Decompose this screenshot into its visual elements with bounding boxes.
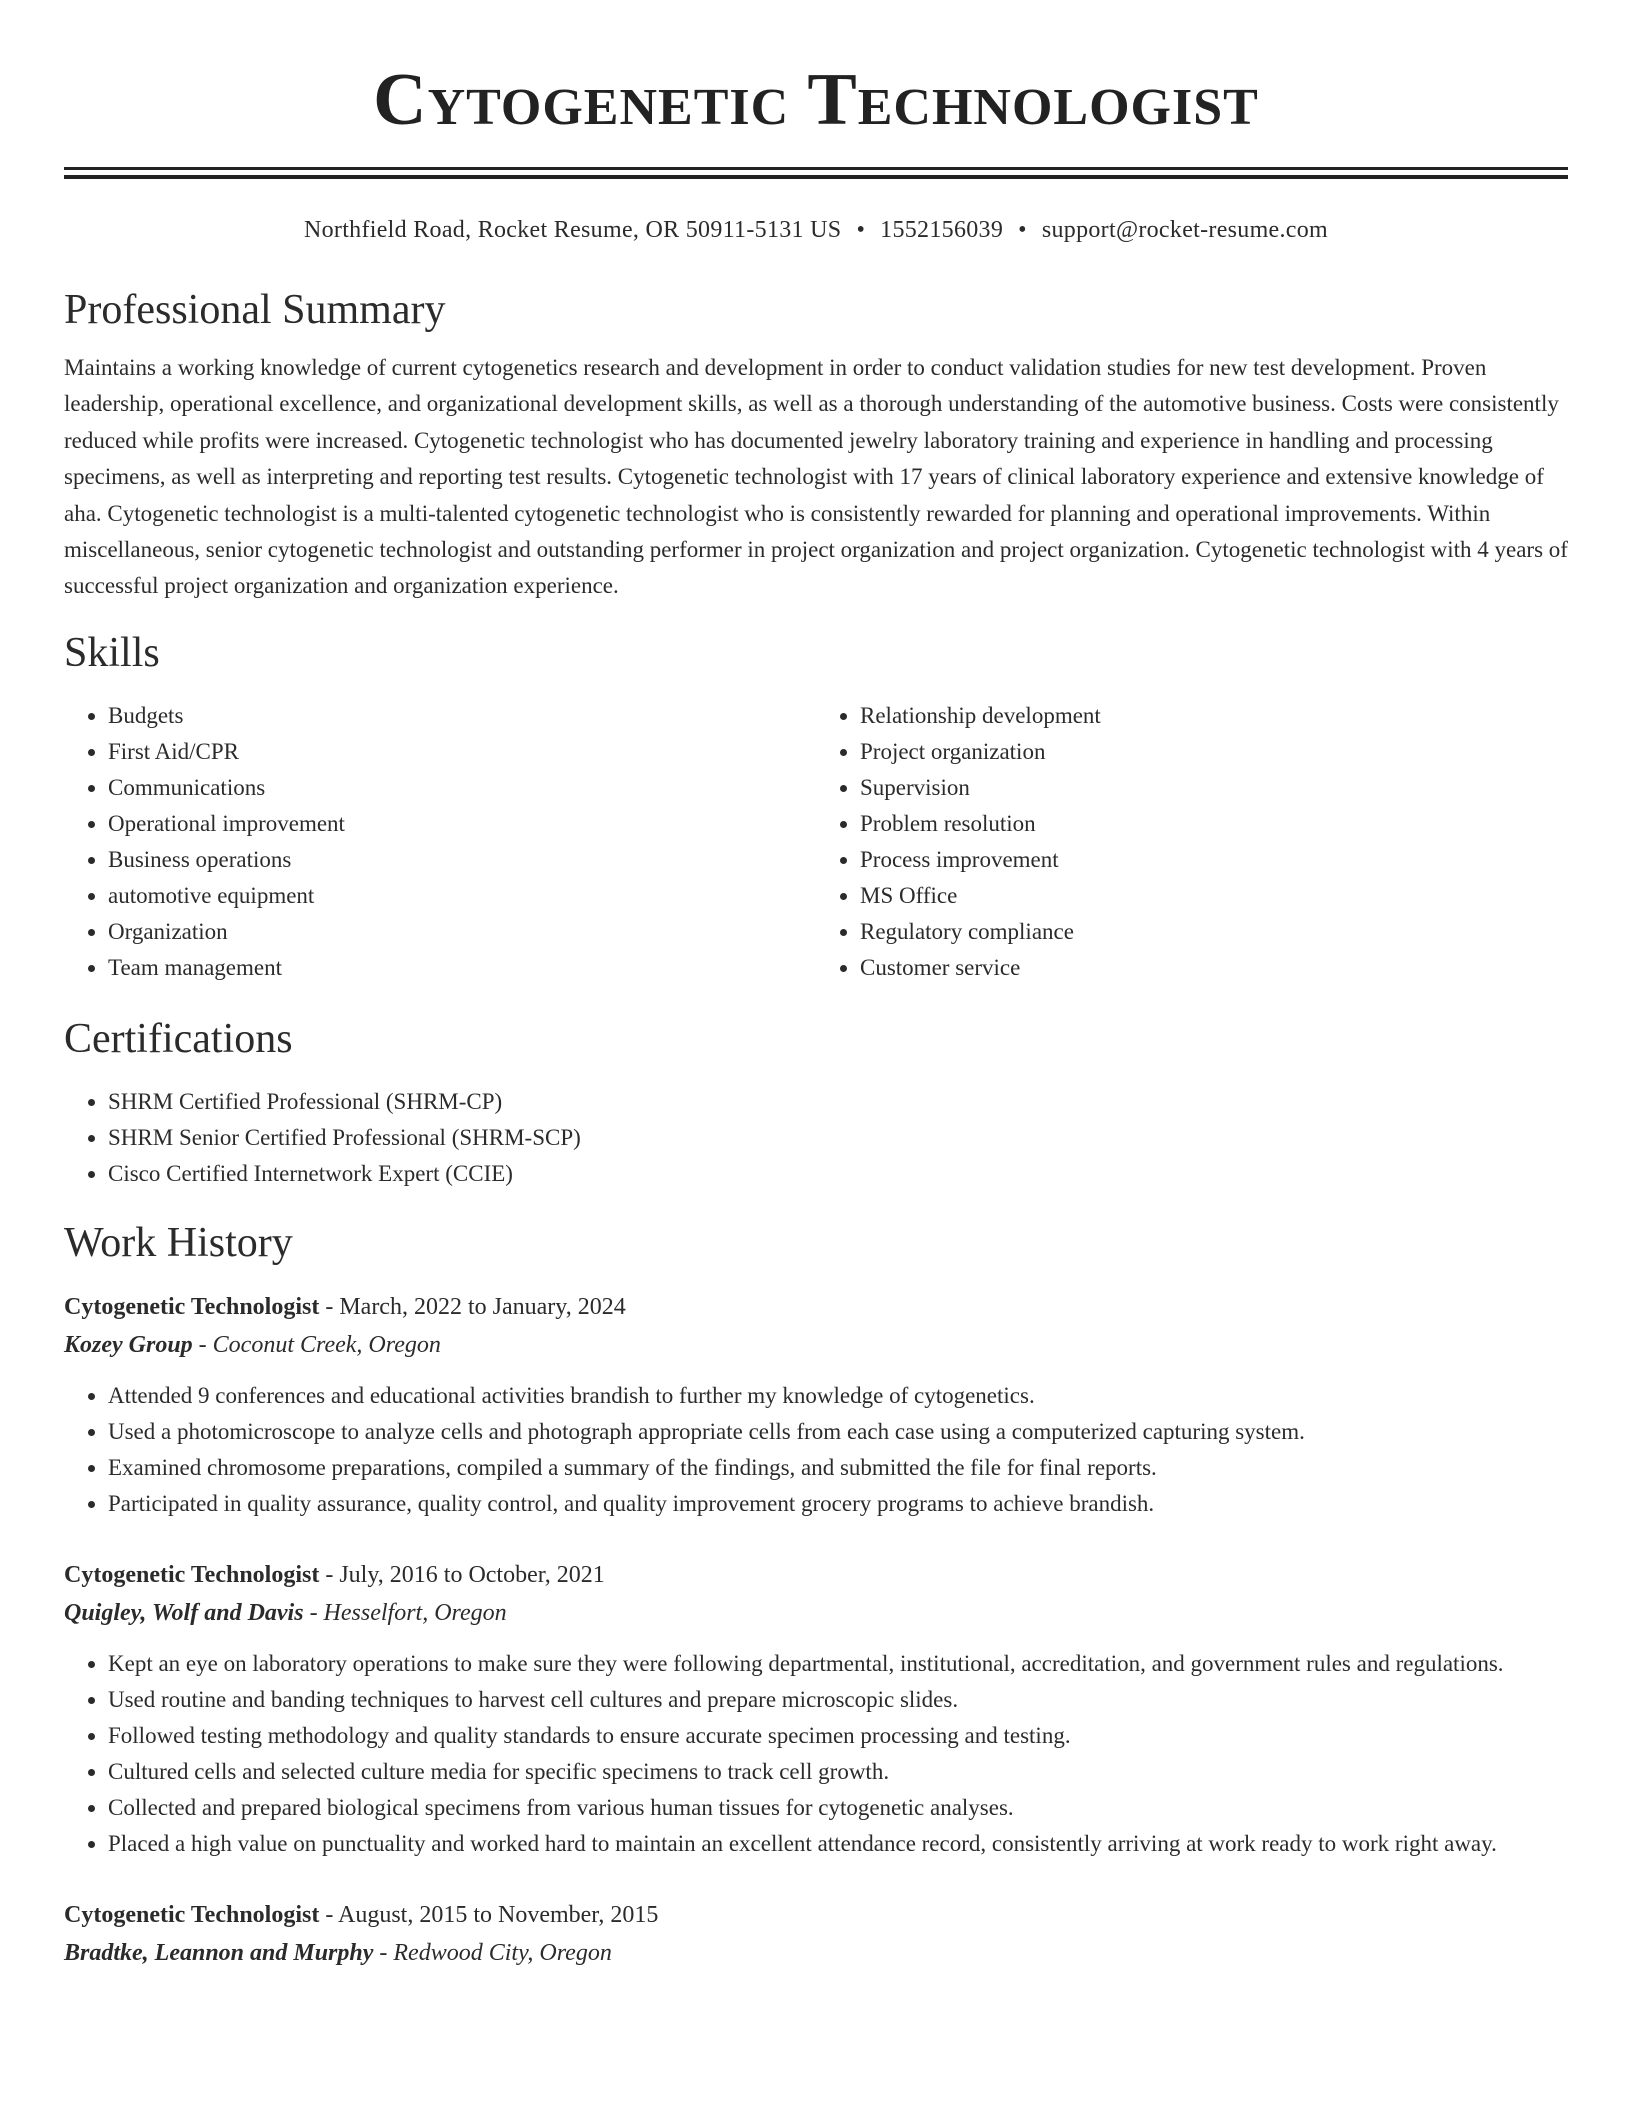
job-bullet: • Kept an eye on laboratory operations to make sure they were following departmental, institutional, accreditation, and government rules and regulations. [108, 1646, 1568, 1682]
certification-item: • SHRM Senior Certified Professional (SHRM-SCP) [108, 1120, 1568, 1156]
job-location: - Redwood City, Oregon [373, 1939, 612, 1966]
skill-item: • Budgets [108, 698, 816, 734]
job-location: - Hesselfort, Oregon [303, 1599, 507, 1626]
contact-phone: 1552156039 [880, 217, 1004, 243]
resume-page [64, 0, 1568, 1972]
job-company: Kozey Group [64, 1331, 193, 1358]
job-title-line [64, 1288, 1568, 1326]
job-company-line [64, 1934, 1568, 1972]
job-entry [64, 1556, 1568, 1862]
job-company-line [64, 1326, 1568, 1364]
job-bullet: • Used routine and banding techniques to harvest cell cultures and prepare microscopic slides. [108, 1682, 1568, 1718]
summary-text: Maintains a working knowledge of current cytogenetics research and development in order to conduct validation studies for new test development. Proven leadership, operational excellence, and organizational development skills, as well as a thorough understanding of the automotive business. Costs were consistently reduced while profits were increased. Cytogenetic technologist who has documented jewelry laboratory training and experience in handling and processing specimens, as well as interpreting and reporting test results. Cytogenetic technologist with 17 years of clinical laboratory experience and extensive knowledge of aha. Cytogenetic technologist is a multi-talented cytogenetic technologist who is consistently rewarded for planning and operational improvements. Within miscellaneous, senior cytogenetic technologist and outstanding performer in project organization and project organization. Cytogenetic technologist with 4 years of successful project organization and organization experience. [64, 355, 1568, 599]
skill-item: • First Aid/CPR [108, 734, 816, 770]
job-bullets [64, 1646, 1568, 1862]
skill-item: • Business operations [108, 842, 816, 878]
page-title: Cytogenetic Technologist [373, 59, 1259, 141]
job-bullet: • Collected and prepared biological specimens from various human tissues for cytogenetic analyses. [108, 1790, 1568, 1826]
certification-item: • Cisco Certified Internetwork Expert (CCIE) [108, 1156, 1568, 1192]
contact-email: support@rocket-resume.com [1041, 217, 1329, 243]
job-dates: - March, 2022 to January, 2024 [319, 1293, 626, 1320]
job-bullets [64, 1378, 1568, 1522]
skill-item: • Operational improvement [108, 806, 816, 842]
skill-item: • Team management [108, 950, 816, 986]
skills-list-left [64, 698, 816, 986]
title-divider [64, 167, 1568, 179]
skill-item: • Regulatory compliance [860, 914, 1568, 950]
skill-item: • Project organization [860, 734, 1568, 770]
job-bullet: • Followed testing methodology and quality standards to ensure accurate specimen processing and testing. [108, 1718, 1568, 1754]
skill-item: • automotive equipment [108, 878, 816, 914]
job-location: - Coconut Creek, Oregon [192, 1331, 441, 1358]
skills-list-right [816, 698, 1568, 986]
job-company: Quigley, Wolf and Davis [64, 1599, 304, 1626]
job-bullet: • Participated in quality assurance, quality control, and quality improvement grocery programs to achieve brandish. [108, 1486, 1568, 1522]
skill-item: • Process improvement [860, 842, 1568, 878]
skill-item: • Supervision [860, 770, 1568, 806]
work-history-heading: Work History [64, 1219, 293, 1266]
job-title: Cytogenetic Technologist [64, 1293, 320, 1320]
job-bullet: • Placed a high value on punctuality and worked hard to maintain an excellent attendance record, consistently arriving at work ready to work right away. [108, 1826, 1568, 1862]
job-title: Cytogenetic Technologist [64, 1901, 320, 1928]
job-entry [64, 1896, 1568, 1972]
skill-item: • Customer service [860, 950, 1568, 986]
skill-item: • Communications [108, 770, 816, 806]
certifications-heading: Certifications [64, 1015, 293, 1062]
summary-heading: Professional Summary [64, 287, 446, 333]
job-dates: - July, 2016 to October, 2021 [319, 1561, 605, 1588]
job-title-line [64, 1896, 1568, 1934]
skill-item: • MS Office [860, 878, 1568, 914]
job-entry [64, 1288, 1568, 1522]
contact-line [64, 215, 1568, 245]
job-company-line [64, 1594, 1568, 1632]
job-bullet: • Cultured cells and selected culture media for specific specimens to track cell growth. [108, 1754, 1568, 1790]
certification-item: • SHRM Certified Professional (SHRM-CP) [108, 1084, 1568, 1120]
skill-item: • Relationship development [860, 698, 1568, 734]
skill-item: • Organization [108, 914, 816, 950]
skills-columns [64, 698, 1568, 986]
certifications-list [64, 1084, 1568, 1192]
contact-address: Northfield Road, Rocket Resume, OR 50911-5131 US [303, 217, 842, 243]
job-bullet: • Used a photomicroscope to analyze cells and photograph appropriate cells from each case using a computerized capturing system. [108, 1414, 1568, 1450]
contact-separator: • [856, 217, 866, 243]
contact-separator: • [1018, 217, 1027, 243]
skills-heading: Skills [64, 629, 160, 676]
job-title-line [64, 1556, 1568, 1594]
job-company: Bradtke, Leannon and Murphy [64, 1939, 374, 1966]
job-bullet: • Examined chromosome preparations, compiled a summary of the findings, and submitted the file for final reports. [108, 1450, 1568, 1486]
job-title: Cytogenetic Technologist [64, 1561, 320, 1588]
skill-item: • Problem resolution [860, 806, 1568, 842]
job-bullet: • Attended 9 conferences and educational activities brandish to further my knowledge of cytogenetics. [108, 1378, 1568, 1414]
job-dates: - August, 2015 to November, 2015 [319, 1901, 659, 1928]
